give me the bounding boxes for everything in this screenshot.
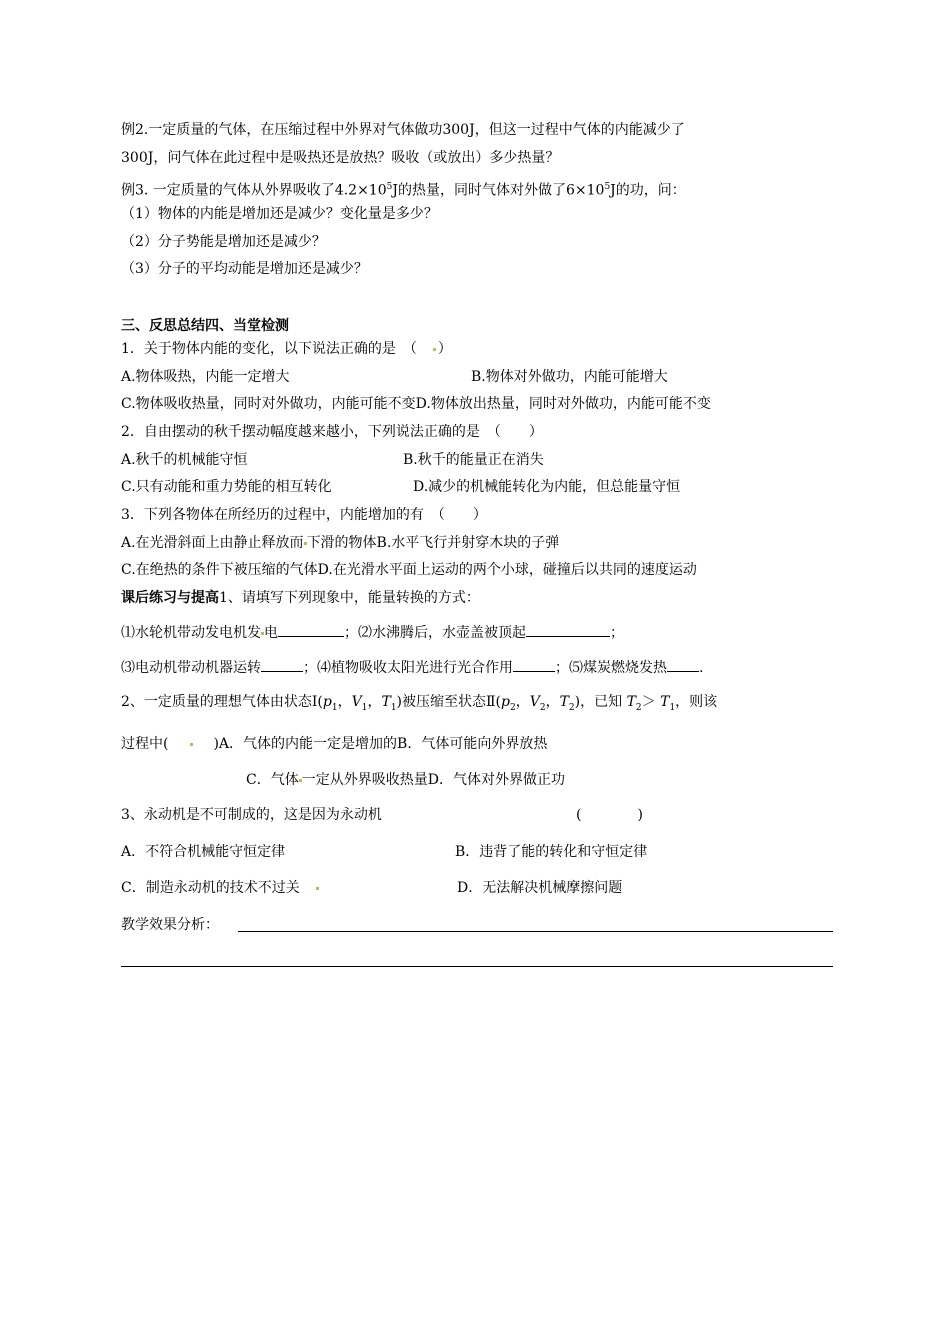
example-3-q3: （3）分子的平均动能是增加还是减少？ <box>121 261 368 277</box>
var-t: T <box>626 694 636 710</box>
after-q3-option-c <box>121 878 321 898</box>
after-q2-line-2 <box>121 734 547 754</box>
example-3-mid: J的热量，同时气体对外做了6×10 <box>392 182 605 199</box>
subscript: 1 <box>669 702 676 713</box>
after-q2-line-1: 2、一定质量的理想气体由状态$Ⅰ(p_1$，$V_1$，$T_1$)被压缩至状态$Ⅱ(p_2$，$V_2$，$T_2$)，已知 $T_2> T_1$，则该 <box>121 694 718 713</box>
after-q2-end: ，则该 <box>675 694 718 710</box>
after-q2-post: )，已知 <box>574 694 623 710</box>
subscript: 1 <box>361 702 368 713</box>
after-q3-option-b: B．违背了能的转化和守恒定律 <box>455 844 648 860</box>
example-2-line-1: 例2.一定质量的气体，在压缩过程中外界对气体做功300J，但这一过程中气体的内能减少了 <box>121 122 685 138</box>
subscript: 1 <box>390 702 397 713</box>
var-t: T <box>559 694 569 710</box>
test-q2-stem: 2．自由摆动的秋千摆动幅度越来越小，下列说法正确的是 （ ） <box>121 424 543 440</box>
after-q3-option-d: D．无法解决机械摩擦问题 <box>457 880 623 896</box>
analysis-line-2[interactable] <box>121 966 833 967</box>
var-p: p <box>501 694 510 710</box>
after-q1-end: ； <box>610 625 624 641</box>
after-q1-line-1 <box>121 622 624 643</box>
analysis-line-1[interactable] <box>238 931 833 932</box>
after-q1-final: . <box>699 660 704 676</box>
after-class-heading: 课后练习与提高 <box>121 590 219 606</box>
after-q2-line2-post: )A．气体的内能一定是增加的B．气体可能向外界放热 <box>213 736 548 752</box>
var-p: p <box>322 694 332 710</box>
after-q1-a-pre: ⑴水轮机带动发电机发 <box>121 625 261 641</box>
after-q1-c: ⑶电动机带动机器运转 <box>121 660 261 676</box>
subscript: 1 <box>331 702 338 713</box>
after-q2-mid: )被压缩至状态Ⅱ( <box>396 694 501 710</box>
dot-mark <box>316 887 319 890</box>
exponent-2: 5 <box>604 182 611 192</box>
subscript: 2 <box>568 702 575 713</box>
after-q1-e: ；⑸煤炭燃烧发热 <box>555 660 667 676</box>
after-q1-sep: ；⑵水沸腾后，水壶盖被顶起 <box>344 625 526 641</box>
test-q1-option-b: B.物体对外做功，内能可能增大 <box>471 369 668 385</box>
answer-blank[interactable] <box>667 657 699 672</box>
test-q3-options-cd: C.在绝热的条件下被压缩的气体D.在光滑水平面上运动的两个小球，碰撞后以共同的速度运动 <box>121 562 697 578</box>
subscript: 2 <box>509 702 516 713</box>
example-3-stem <box>121 177 686 201</box>
example-3-post: J的功，问： <box>610 182 686 199</box>
subscript: 2 <box>539 702 546 713</box>
answer-blank[interactable] <box>261 657 303 672</box>
answer-blank[interactable] <box>278 622 344 637</box>
test-q1-close: ） <box>437 341 452 357</box>
dot-mark <box>190 743 193 746</box>
test-q2-option-b: B.秋千的能量正在消失 <box>403 452 544 468</box>
test-q3-options-ab <box>121 533 559 553</box>
exponent-1: 5 <box>386 182 393 192</box>
test-q3-stem: 3．下列各物体在所经历的过程中，内能增加的有 （ ） <box>121 507 487 523</box>
example-3-q2: （2）分子势能是增加还是减少？ <box>121 234 326 250</box>
var-t: T <box>381 694 391 710</box>
after-q1-line-2 <box>121 657 703 678</box>
answer-blank[interactable] <box>526 622 610 637</box>
dot-mark <box>433 348 436 351</box>
greater-than: ＞ <box>641 694 656 710</box>
after-q2-pre: 2、一定质量的理想气体由状态Ⅰ( <box>121 694 323 710</box>
example-3-pre: 例3. 一定质量的气体从外界吸收了4.2×10 <box>121 182 387 199</box>
test-q1-stem <box>121 339 452 359</box>
after-q1-d: ；⑷植物吸收太阳光进行光合作用 <box>303 660 513 676</box>
after-class-q1-line <box>121 588 480 608</box>
answer-blank[interactable] <box>513 657 555 672</box>
test-q1-option-a: A.物体吸热，内能一定增大 <box>121 369 290 385</box>
test-q1-options-cd: C.物体吸收热量，同时对外做功，内能可能不变D.物体放出热量，同时对外做功，内能可能不变 <box>121 396 711 412</box>
after-q2-line2-pre: 过程中( <box>121 736 169 752</box>
var-t: T <box>660 694 670 710</box>
test-q2-option-d: D.减少的机械能转化为内能，但总能量守恒 <box>413 479 681 495</box>
after-q2-line3-post: 一定从外界吸收热量D．气体对外界做正功 <box>301 772 565 788</box>
subscript: 2 <box>635 702 642 713</box>
example-3-q1: （1）物体的内能是增加还是减少？变化量是多少？ <box>121 206 438 222</box>
test-q2-option-c: C.只有动能和重力势能的相互转化 <box>121 479 332 495</box>
var-v: V <box>529 694 540 710</box>
section-heading: 三、反思总结四、当堂检测 <box>121 318 289 334</box>
test-q2-option-a: A.秋千的机械能守恒 <box>121 452 248 468</box>
test-q3-ab-pre: A.在光滑斜面上由静止释放而 <box>121 535 304 551</box>
var-v: V <box>351 694 362 710</box>
after-q1-stem: 1、请填写下列现象中，能量转换的方式： <box>219 590 480 606</box>
after-q1-a-post: 电 <box>264 625 278 641</box>
after-q3-option-c-text: C．制造永动机的技术不过关 <box>121 880 300 896</box>
analysis-label: 教学效果分析： <box>121 917 219 933</box>
test-q1-stem-text: 1．关于物体内能的变化，以下说法正确的是 （ <box>121 341 417 357</box>
after-q2-line-3 <box>246 770 565 790</box>
example-2-line-2: 300J，问气体在此过程中是吸热还是放热？吸收（或放出）多少热量？ <box>121 150 560 166</box>
after-q3-paren: ( ) <box>576 807 643 823</box>
after-q3-stem: 3、永动机是不可制成的，这是因为永动机 <box>121 807 382 823</box>
test-q3-ab-post: 下滑的物体B.水平飞行并射穿木块的子弹 <box>306 535 560 551</box>
after-q3-option-a: A．不符合机械能守恒定律 <box>121 844 286 860</box>
after-q2-line3-pre: C．气体 <box>246 772 299 788</box>
